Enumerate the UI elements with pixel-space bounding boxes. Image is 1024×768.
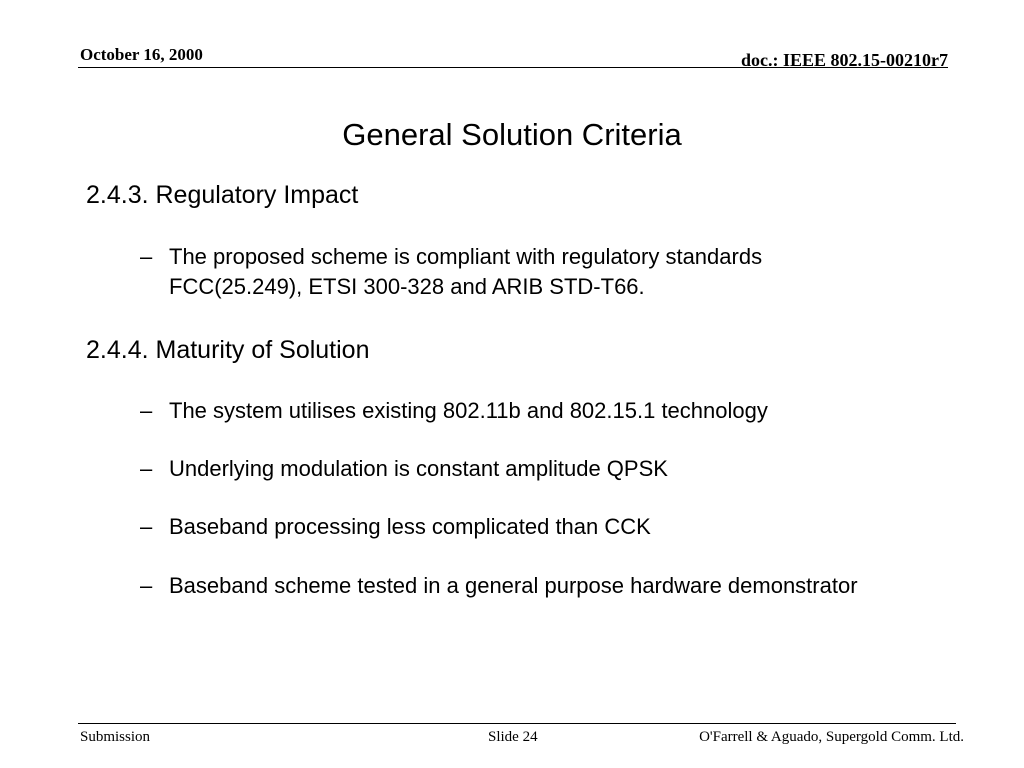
bullet-item [140,571,900,601]
bullet-item [140,396,900,426]
bullet-text: Baseband processing less complicated than CCK [169,514,651,539]
header-date: October 16, 2000 [80,45,203,64]
bullet-dash: – [140,573,153,598]
header-doc-id: doc.: IEEE 802.15-00210r7 [741,50,948,70]
bullet-item [140,242,900,302]
bullet-item [140,512,900,542]
bullet-dash: – [140,514,153,539]
slide-title: General Solution Criteria [342,117,682,152]
bullet-dash: – [140,244,153,269]
footer-slide-number: Slide 24 [488,729,538,745]
footer-submission: Submission [80,729,151,745]
bullet-text: Underlying modulation is constant amplitude QPSK [169,456,668,481]
section-heading-regulatory: 2.4.3. Regulatory Impact [86,181,359,209]
bullet-text: Baseband scheme tested in a general purpose hardware demonstrator [169,573,858,598]
footer-authors: O'Farrell & Aguado, Supergold Comm. Ltd. [699,729,964,745]
bullet-item [140,454,900,484]
section-heading-maturity: 2.4.4. Maturity of Solution [86,336,370,364]
bullet-dash: – [140,456,153,481]
footer-divider [78,723,956,724]
bullet-text: The proposed scheme is compliant with regulatory standards FCC(25.249), ETSI 300-328 and ARIB STD-T66. [169,244,763,299]
bullet-dash: – [140,398,153,423]
header-divider [78,67,948,68]
bullet-text: The system utilises existing 802.11b and 802.15.1 technology [169,398,768,423]
